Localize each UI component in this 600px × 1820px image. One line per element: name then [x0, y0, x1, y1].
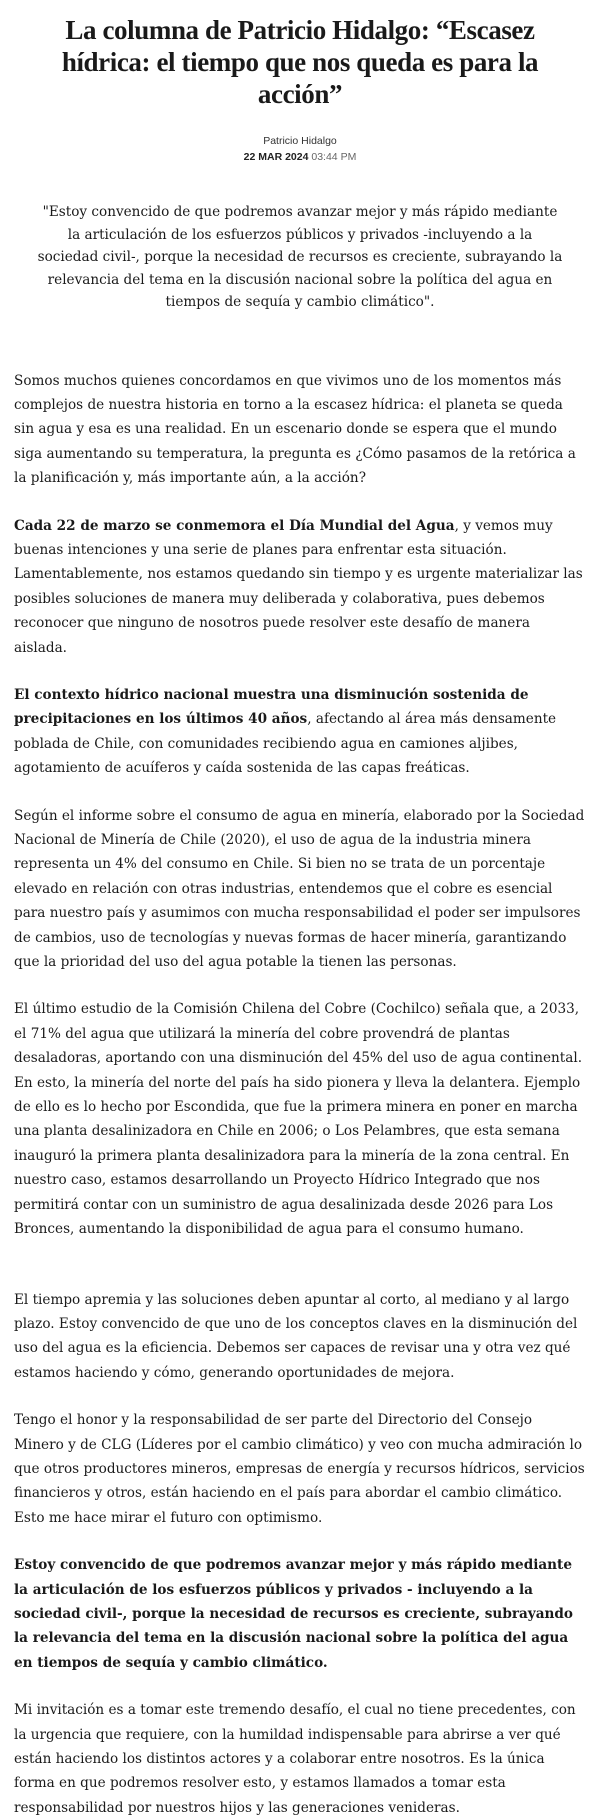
body-paragraph-2 [14, 514, 586, 660]
publish-time: 03:44 PM [311, 151, 356, 163]
paragraph-text: , afectando al área más densamente poblada de Chile, con comunidades recibiendo agua en camiones aljibes, agotamiento de acuíferos y caída sostenida de las capas freáticas. [14, 711, 556, 776]
body-paragraph-1 [14, 369, 586, 491]
paragraph-bold: Cada 22 de marzo se conmemora el Día Mundial del Agua [14, 518, 455, 534]
paragraph-text: Tengo el honor y la responsabilidad de ser parte del Directorio del Consejo Minero y de CLG (Líderes por el cambio climático) y veo con mucha admiración lo que otros productores mineros, empresas de energía y recursos hídricos, servicios financieros y otros, están haciendo en el país para abordar el cambio climático. Esto me hace mirar el futuro con optimismo. [14, 1412, 585, 1526]
body-paragraph-7 [14, 1408, 586, 1530]
publish-date: 22 MAR 2024 [244, 151, 309, 163]
paragraph-bold: El contexto hídrico nacional muestra una disminución sostenida de precipitaciones en los últimos 40 años [14, 687, 529, 727]
body-paragraph-3 [14, 683, 586, 781]
article-headline: La columna de Patricio Hidalgo: “Escasez hídrica: el tiempo que nos queda es para la acción” [22, 14, 578, 110]
body-paragraph-5 [14, 997, 586, 1241]
body-paragraph-6 [14, 1288, 586, 1386]
author-name[interactable]: Patricio Hidalgo [14, 134, 586, 149]
publish-dateline [14, 149, 586, 165]
paragraph-bold: Estoy convencido de que podremos avanzar mejor y más rápido mediante la articulación de los esfuerzos públicos y privados - incluyendo a la sociedad civil-, porque la necesidad de recursos es creciente, subrayando la relevancia del tema en la discusión nacional sobre la política del agua en tiempos de sequía y cambio climático. [14, 1557, 573, 1671]
article-lede: "Estoy convencido de que podremos avanzar mejor y más rápido mediante la articulación de los esfuerzos públicos y privados -incluyendo a la sociedad civil-, porque la necesidad de recursos es creciente, subrayando la relevancia del tema en la discusión nacional sobre la política del agua en tiempos de sequía y cambio climático". [36, 201, 564, 314]
body-paragraph-9 [14, 1698, 586, 1820]
paragraph-text: Somos muchos quienes concordamos en que vivimos uno de los momentos más complejos de nuestra historia en torno a la escasez hídrica: el planeta se queda sin agua y esa es una realidad. En un escenario donde se espera que el mundo siga aumentando su temperatura, la pregunta es ¿Cómo pasamos de la retórica a la planificación y, más importante aún, a la acción? [14, 373, 576, 487]
article-body [14, 369, 586, 1820]
paragraph-text: Mi invitación es a tomar este tremendo desafío, el cual no tiene precedentes, con la urgencia que requiere, con la humildad indispensable para abrirse a ver qué están haciendo los distintos actores y a colaborar entre nosotros. Es la única forma en que podremos resolver esto, y estamos llamados a tomar esta responsabilidad por nuestros hijos y las generaciones venideras. [14, 1702, 576, 1816]
paragraph-text: El tiempo apremia y las soluciones deben apuntar al corto, al mediano y al largo plazo. Estoy convencido de que uno de los conceptos claves en la disminución del uso del agua es la eficiencia. Debemos ser capaces de revisar una y otra vez qué estamos haciendo y cómo, generando oportunidades de mejora. [14, 1292, 577, 1381]
article [0, 14, 600, 1820]
body-paragraph-4 [14, 804, 586, 975]
paragraph-text: , y vemos muy buenas intenciones y una serie de planes para enfrentar esta situación. Lamentablemente, nos estamos quedando sin tiempo y es urgente materializar las posibles soluciones de manera muy deliberada y colaborativa, pues debemos reconocer que ninguno de nosotros puede resolver este desafío de manera aislada. [14, 518, 583, 656]
paragraph-text: Según el informe sobre el consumo de agua en minería, elaborado por la Sociedad Nacional de Minería de Chile (2020), el uso de agua de la industria minera representa un 4% del consumo en Chile. Si bien no se trata de un porcentaje elevado en relación con otras industrias, entendemos que el cobre es esencial para nuestro país y asumimos con mucha responsabilidad el poder ser impulsores de cambios, uso de tecnologías y nuevas formas de hacer minería, garantizando que la prioridad del uso del agua potable la tienen las personas. [14, 808, 584, 970]
body-paragraph-8 [14, 1553, 586, 1675]
paragraph-text: El último estudio de la Comisión Chilena del Cobre (Cochilco) señala que, a 2033, el 71% del agua que utilizará la minería del cobre provendrá de plantas desaladoras, aportando con una disminución del 45% del uso de agua continental. En esto, la minería del norte del país ha sido pionera y lleva la delantera. Ejemplo de ello es lo hecho por Escondida, que fue la primera minera en poner en marcha una planta desalinizadora en Chile en 2006; o Los Pelambres, que esta semana inauguró la primera planta desalinizadora para la minería de la zona central. En nuestro caso, estamos desarrollando un Proyecto Hídrico Integrado que nos permitirá contar con un suministro de agua desalinizada desde 2026 para Los Bronces, aumentando la disponibilidad de agua para el consumo humano. [14, 1001, 582, 1237]
